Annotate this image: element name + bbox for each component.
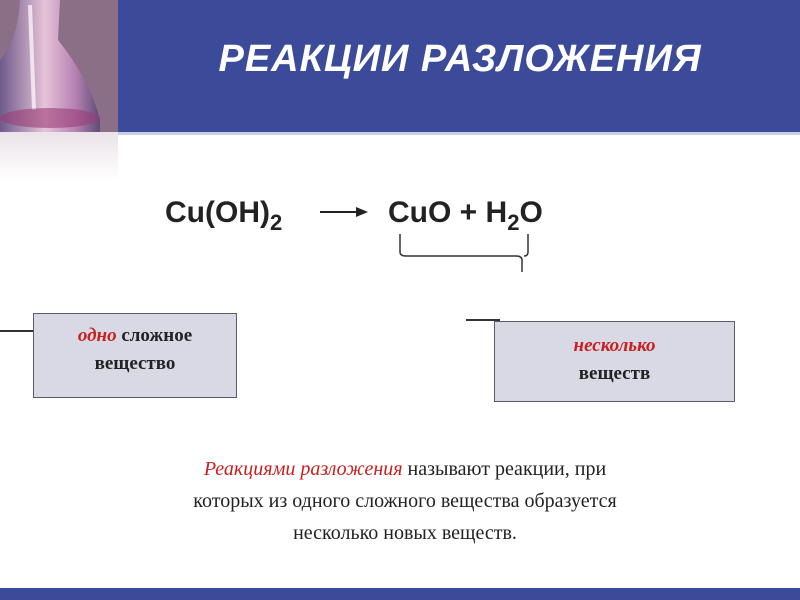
reactant-formula <box>165 196 283 235</box>
products-brace <box>396 232 536 274</box>
footer-band <box>0 588 800 600</box>
header-divider <box>118 132 800 135</box>
several-substances-box <box>494 321 735 402</box>
products-formula <box>388 196 543 235</box>
slide-title: РЕАКЦИИ РАЗЛОЖЕНИЯ <box>218 38 702 80</box>
reactant-text: Cu(OH) <box>165 196 270 229</box>
one-substance-emphasis: одно <box>77 325 117 346</box>
several-substances-text: веществ <box>578 363 651 384</box>
flask-image <box>0 0 118 180</box>
definition-line-2: которых из одного сложного вещества образуется <box>193 490 617 512</box>
product-text-1: CuO + H <box>388 196 508 229</box>
definition-text <box>110 453 700 549</box>
one-substance-text-1: сложное <box>116 325 193 346</box>
one-substance-box <box>33 313 237 398</box>
reactant-subscript: 2 <box>269 210 283 235</box>
definition-line-3: несколько новых веществ. <box>293 522 517 544</box>
left-connector-line <box>0 330 34 332</box>
several-substances-emphasis: несколько <box>573 335 656 356</box>
product-subscript: 2 <box>507 210 520 235</box>
definition-line-1: называют реакции, при <box>402 458 607 480</box>
definition-term: Реакциями разложения <box>203 458 403 480</box>
one-substance-text-2: вещество <box>94 353 176 374</box>
reaction-arrow <box>320 205 368 219</box>
product-text-2: O <box>519 196 543 229</box>
